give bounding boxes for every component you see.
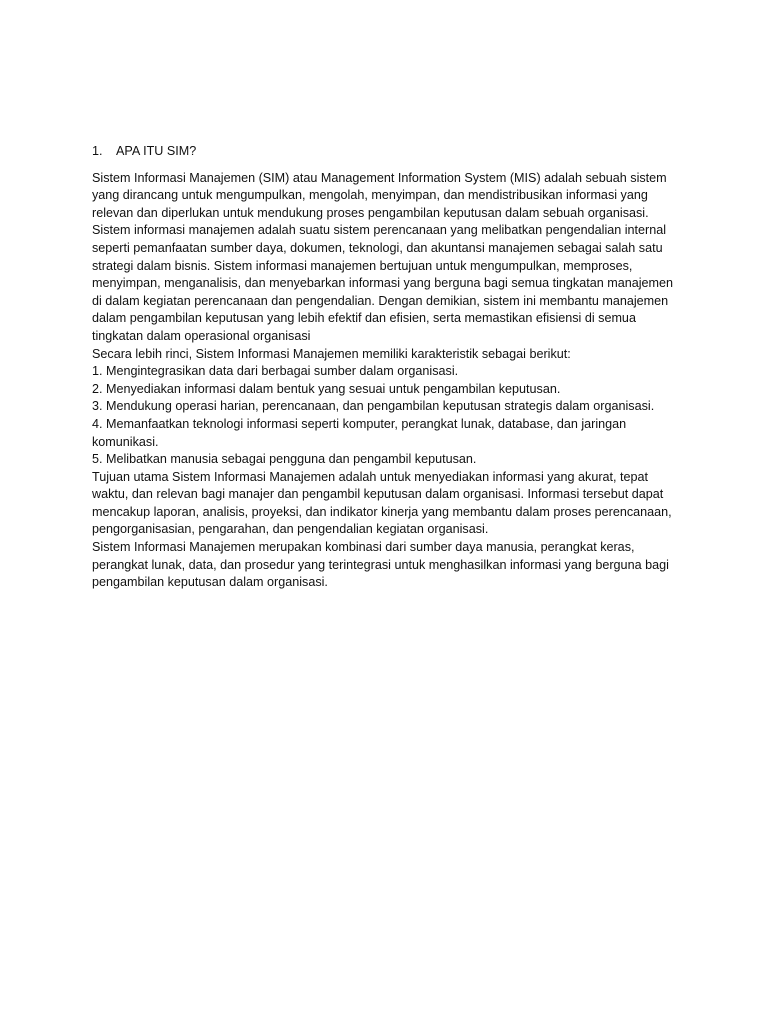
list-item: 2. Menyediakan informasi dalam bentuk yang sesuai untuk pengambilan keputusan.	[92, 381, 561, 396]
paragraph-definition: Sistem Informasi Manajemen (SIM) atau Management Information System (MIS) adalah sebuah sistem yang dirancang untuk mengumpulkan, mengolah, menyimpan, dan mendistribusikan informasi yang relevan dan diperlukan untuk mendukung proses pengambilan keputusan dalam sebuah organisasi.	[92, 170, 667, 220]
list-item: 3. Mendukung operasi harian, perencanaan, dan pengambilan keputusan strategis dalam organisasi.	[92, 399, 655, 414]
heading-number: 1.	[92, 144, 103, 158]
paragraph-characteristics-intro: Secara lebih rinci, Sistem Informasi Manajemen memiliki karakteristik sebagai berikut:	[92, 346, 571, 361]
list-item: 1. Mengintegrasikan data dari berbagai sumber dalam organisasi.	[92, 364, 459, 379]
list-item: 5. Melibatkan manusia sebagai pengguna dan pengambil keputusan.	[92, 452, 477, 467]
paragraph-purpose: Tujuan utama Sistem Informasi Manajemen adalah untuk menyediakan informasi yang akurat, tepat waktu, dan relevan bagi manajer dan pengambil keputusan dalam organisasi. Informasi tersebut dapat mencakup laporan, analisis, proyeksi, dan indikator kinerja yang membantu dalam proses perencanaan, pengorganisasian, pengarahan, dan pengendalian kegiatan organisasi.	[92, 469, 672, 537]
document-body	[92, 143, 680, 592]
heading-text: APA ITU SIM?	[116, 144, 197, 158]
characteristics-list	[92, 363, 680, 469]
section-heading	[92, 143, 680, 161]
paragraph-conclusion: Sistem Informasi Manajemen merupakan kombinasi dari sumber daya manusia, perangkat keras, perangkat lunak, data, dan prosedur yang terintegrasi untuk menghasilkan informasi yang berguna bagi pengambilan keputusan dalam organisasi.	[92, 540, 669, 590]
list-item: 4. Memanfaatkan teknologi informasi seperti komputer, perangkat lunak, database, dan jaringan komunikasi.	[92, 416, 627, 449]
paragraph-description: Sistem informasi manajemen adalah suatu sistem perencanaan yang melibatkan pengendalian internal seperti pemanfaatan sumber daya, dokumen, teknologi, dan akuntansi manajemen sebagai salah satu strategi dalam bisnis. Sistem informasi manajemen bertujuan untuk mengumpulkan, memproses, menyimpan, menganalisis, dan menyebarkan informasi yang berguna bagi semua tingkatan manajemen di dalam kegiatan perencanaan dan pengendalian. Dengan demikian, sistem ini membantu manajemen dalam pengambilan keputusan yang lebih efektif dan efisien, serta memastikan efisiensi di semua tingkatan dalam operasional organisasi	[92, 223, 674, 343]
